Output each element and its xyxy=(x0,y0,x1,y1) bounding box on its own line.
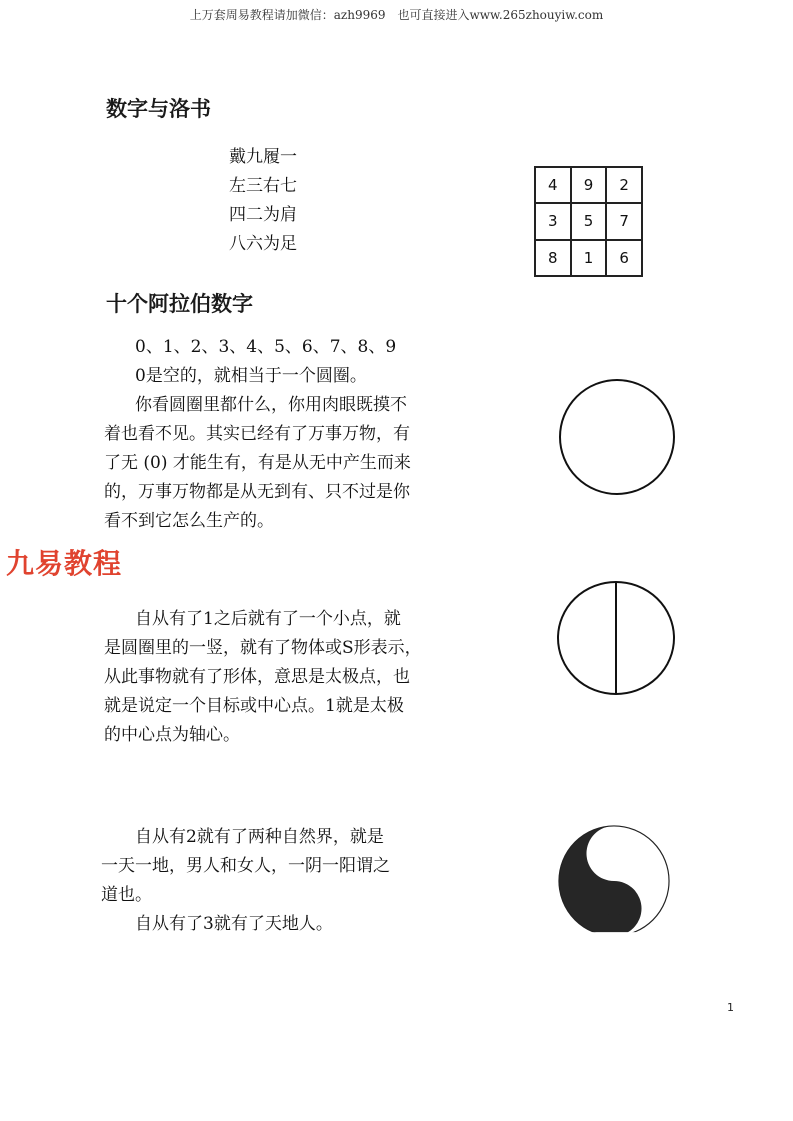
three-line: 自从有了3就有了天地人。 xyxy=(135,914,333,934)
para-line: 从此事物就有了形体，意思是太极点，也 xyxy=(104,667,410,687)
section-title-arabic: 十个阿拉伯数字 xyxy=(106,292,253,316)
poem-line: 八六为足 xyxy=(229,234,297,254)
para-line: 自从有了1之后就有了一个小点，就 xyxy=(135,609,401,629)
para-line: 自从有2就有了两种自然界，就是 xyxy=(135,827,384,847)
digits-line: 0、1、2、3、4、5、6、7、8、9 xyxy=(135,337,397,357)
para-line: 道也。 xyxy=(101,885,152,905)
grid-cell: 3 xyxy=(535,203,571,239)
grid-cell: 4 xyxy=(535,167,571,203)
section-title-luoshu: 数字与洛书 xyxy=(106,97,211,121)
poem-line: 左三右七 xyxy=(229,176,297,196)
luoshu-magic-square xyxy=(534,166,643,277)
para-line: 看不到它怎么生产的。 xyxy=(104,511,274,531)
para-line: 就是说定一个目标或中心点。1就是太极 xyxy=(104,696,404,716)
two-paragraph xyxy=(101,823,390,910)
grid-cell: 7 xyxy=(606,203,642,239)
para-line: 一天一地，男人和女人，一阴一阳谓之 xyxy=(101,856,390,876)
grid-cell: 2 xyxy=(606,167,642,203)
grid-cell: 1 xyxy=(571,240,607,276)
para-line: 的中心点为轴心。 xyxy=(104,725,240,745)
poem-line: 戴九履一 xyxy=(229,147,297,167)
para-line: 是圆圈里的一竖，就有了物体或S形表示， xyxy=(104,638,422,658)
circle-with-line-figure xyxy=(554,579,678,697)
yin-yang-icon xyxy=(556,824,672,938)
grid-cell: 9 xyxy=(571,167,607,203)
zero-paragraph xyxy=(104,362,411,536)
para-line: 0是空的，就相当于一个圆圈。 xyxy=(135,366,367,386)
grid-cell: 5 xyxy=(571,203,607,239)
one-paragraph xyxy=(104,605,422,750)
para-line: 你看圆圈里都什么，你用肉眼既摸不 xyxy=(135,395,407,415)
luoshu-poem xyxy=(229,143,297,259)
para-line: 的，万事万物都是从无到有、只不过是你 xyxy=(104,482,410,502)
para-line: 着也看不见。其实已经有了万事万物，有 xyxy=(104,424,410,444)
header-banner: 上万套周易教程请加微信：azh9969 也可直接进入www.265zhouyiw.com xyxy=(189,8,604,22)
para-line: 了无 (0) 才能生有，有是从无中产生而来 xyxy=(104,453,411,473)
watermark: 九易教程 xyxy=(6,547,123,580)
page-number: 1 xyxy=(727,1001,734,1014)
empty-circle-figure xyxy=(556,376,678,498)
grid-cell: 6 xyxy=(606,240,642,276)
grid-cell: 8 xyxy=(535,240,571,276)
poem-line: 四二为肩 xyxy=(229,205,297,225)
